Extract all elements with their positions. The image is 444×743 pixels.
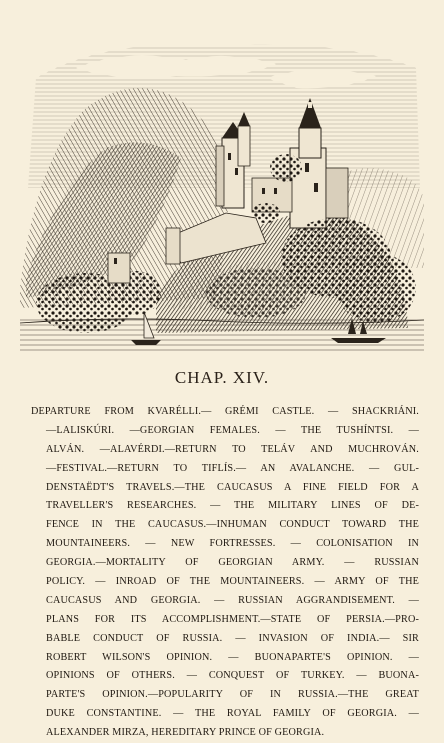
summary-line: GEORGIA.—MORTALITY OF GEORGIAN ARMY. — RUSSIAN — [46, 557, 419, 569]
summary-line: POLICY. — INROAD OF THE MOUNTAINEERS. — ARMY OF THE — [46, 576, 419, 588]
summary-line: FENCE IN THE CAUCASUS.—INHUMAN CONDUCT TOWARD THE — [46, 519, 419, 531]
summary-line: DUKE CONSTANTINE. — THE ROYAL FAMILY OF GEORGIA. — — [46, 708, 419, 720]
summary-line: PARTE'S OPINION.—POPULARITY OF IN RUSSIA.—THE GREAT — [46, 689, 419, 701]
summary-line: ROBERT WILSON'S OPINION. — BUONAPARTE'S OPINION. — — [46, 651, 419, 663]
summary-line: DENSTAËDT'S TRAVELS.—THE CAUCASUS A FINE FIELD FOR A — [46, 481, 419, 493]
summary-line: PLANS FOR ITS ACCOMPLISHMENT.—STATE OF PERSIA.—PRO- — [46, 613, 419, 625]
summary-line: BABLE CONDUCT OF RUSSIA. — INVASION OF INDIA.— SIR — [46, 632, 419, 644]
summary-line: ALVÁN. —ALAVÉRDI.—RETURN TO TELÁV AND MUCHROVÁN. — [46, 443, 419, 455]
summary-line: DEPARTURE FROM KVARÉLLI.— GRÉMI CASTLE. — SHACKRIÁNI. — [31, 406, 419, 417]
chapter-heading: CHAP. XIV. — [174, 368, 270, 387]
summary-line: MOUNTAINEERS. — NEW FORTRESSES. — COLONISATION IN — [46, 538, 419, 550]
summary-line: ALEXANDER MIRZA, HEREDITARY PRINCE OF GEORGIA. — [46, 727, 325, 739]
summary-line: OPINIONS OF OTHERS. — CONQUEST OF TURKEY. — BUONA- — [46, 670, 419, 682]
chapter-summary — [31, 403, 419, 743]
summary-line: CAUCASUS AND GEORGIA. — RUSSIAN AGGRANDISEMENT. — — [46, 594, 419, 606]
summary-line: TRAVELLER'S RESEARCHES. — THE MILITARY LINES OF DE- — [46, 500, 419, 512]
summary-line: —FESTIVAL.—RETURN TO TIFLÍS.— AN AVALANCHE. — GUL- — [46, 462, 419, 474]
castle-engraving — [16, 38, 428, 356]
summary-line: —LALISKÚRI. —GEORGIAN FEMALES. — THE TUSHÍNTSI. — — [46, 424, 419, 436]
